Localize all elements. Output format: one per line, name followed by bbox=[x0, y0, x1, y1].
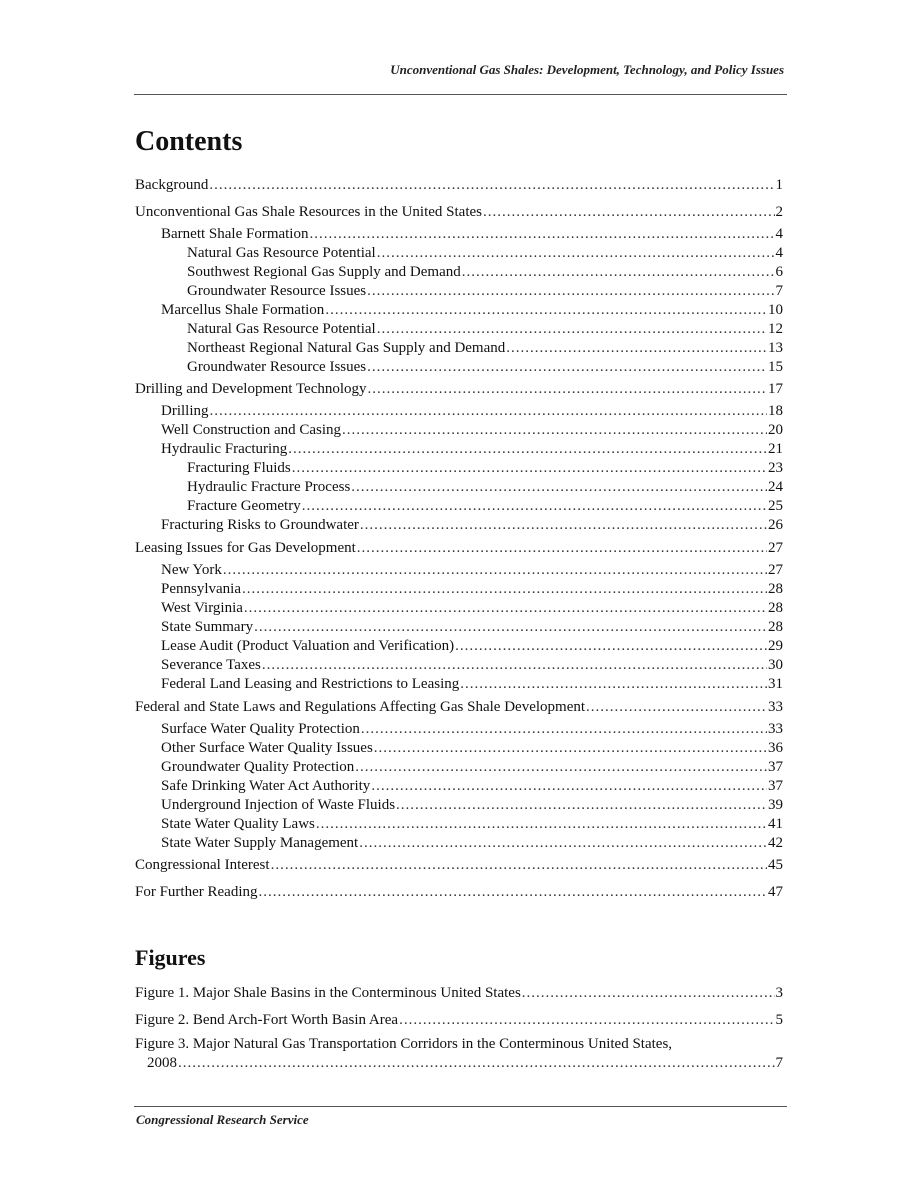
toc-entry[interactable]: Groundwater Resource Issues ..... 7 bbox=[187, 282, 783, 301]
figure-entry-title: Figure 3. Major Natural Gas Transportation Corridors in the Conterminous United States, bbox=[135, 1036, 673, 1052]
footer-rule bbox=[134, 1106, 787, 1107]
figure-entry[interactable]: Figure 2. Bend Arch-Fort Worth Basin Area ..... 5 bbox=[135, 1011, 783, 1030]
figures-heading: Figures bbox=[135, 945, 206, 970]
toc-entry[interactable]: Pennsylvania ..... 28 bbox=[161, 580, 783, 599]
toc-entry[interactable]: Well Construction and Casing ..... 20 bbox=[161, 421, 783, 440]
figure-entry[interactable] bbox=[135, 1035, 783, 1073]
header-rule bbox=[134, 94, 787, 95]
toc-entry[interactable]: State Summary ..... 28 bbox=[161, 618, 783, 637]
toc-entry[interactable]: Leasing Issues for Gas Development ..... 27 bbox=[135, 539, 783, 558]
toc-entry[interactable]: Congressional Interest ..... 45 bbox=[135, 856, 783, 875]
toc-entry[interactable]: Drilling ..... 18 bbox=[161, 402, 783, 421]
toc-entry[interactable]: Groundwater Resource Issues ..... 15 bbox=[187, 358, 783, 377]
toc-entry[interactable]: Natural Gas Resource Potential ..... 12 bbox=[187, 320, 783, 339]
toc-entry[interactable]: Unconventional Gas Shale Resources in the United States ..... 2 bbox=[135, 203, 783, 222]
toc-entry[interactable]: Other Surface Water Quality Issues ..... 36 bbox=[161, 739, 783, 758]
toc-entry[interactable]: Surface Water Quality Protection ..... 33 bbox=[161, 720, 783, 739]
toc-entry[interactable]: Fracture Geometry ..... 25 bbox=[187, 497, 783, 516]
toc-entry[interactable]: Barnett Shale Formation ..... 4 bbox=[161, 225, 783, 244]
footer: Congressional Research Service bbox=[136, 1112, 309, 1127]
toc-entry[interactable]: Southwest Regional Gas Supply and Demand ..... 6 bbox=[187, 263, 783, 282]
toc-entry[interactable]: Northeast Regional Natural Gas Supply and Demand ..... 13 bbox=[187, 339, 783, 358]
toc-entry[interactable]: Severance Taxes ..... 30 bbox=[161, 656, 783, 675]
toc-entry[interactable]: For Further Reading ..... 47 bbox=[135, 883, 783, 902]
toc-entry[interactable]: Underground Injection of Waste Fluids ..... 39 bbox=[161, 796, 783, 815]
toc-entry[interactable]: Drilling and Development Technology ..... 17 bbox=[135, 380, 783, 399]
toc-entry[interactable]: Federal and State Laws and Regulations Affecting Gas Shale Development ..... 33 bbox=[135, 698, 783, 717]
toc-entry[interactable]: Lease Audit (Product Valuation and Verification) ..... 29 bbox=[161, 637, 783, 656]
contents-heading: Contents bbox=[135, 126, 243, 157]
figure-entry[interactable]: Figure 1. Major Shale Basins in the Conterminous United States ..... 3 bbox=[135, 984, 783, 1003]
toc-entry[interactable]: West Virginia ..... 28 bbox=[161, 599, 783, 618]
toc-entry[interactable]: Natural Gas Resource Potential ..... 4 bbox=[187, 244, 783, 263]
toc-entry[interactable]: Federal Land Leasing and Restrictions to Leasing ..... 31 bbox=[161, 675, 783, 694]
toc-entry[interactable]: New York ..... 27 bbox=[161, 561, 783, 580]
toc-entry[interactable]: Hydraulic Fracture Process ..... 24 bbox=[187, 478, 783, 497]
toc-entry[interactable]: Background ..... 1 bbox=[135, 176, 783, 195]
running-header: Unconventional Gas Shales: Development, Technology, and Policy Issues bbox=[390, 62, 784, 77]
toc-entry[interactable]: Marcellus Shale Formation ..... 10 bbox=[161, 301, 783, 320]
toc-entry[interactable]: Fracturing Risks to Groundwater ..... 26 bbox=[161, 516, 783, 535]
toc-entry[interactable]: State Water Supply Management ..... 42 bbox=[161, 834, 783, 853]
toc-entry[interactable]: Groundwater Quality Protection ..... 37 bbox=[161, 758, 783, 777]
figure-entry-title-cont: 2008 bbox=[147, 1055, 177, 1071]
toc-entry[interactable]: Safe Drinking Water Act Authority ..... 37 bbox=[161, 777, 783, 796]
toc-entry[interactable]: Hydraulic Fracturing ..... 21 bbox=[161, 440, 783, 459]
toc-entry[interactable]: Fracturing Fluids ..... 23 bbox=[187, 459, 783, 478]
figure-entry-page: 7 bbox=[775, 1055, 783, 1071]
toc-entry[interactable]: State Water Quality Laws ..... 41 bbox=[161, 815, 783, 834]
